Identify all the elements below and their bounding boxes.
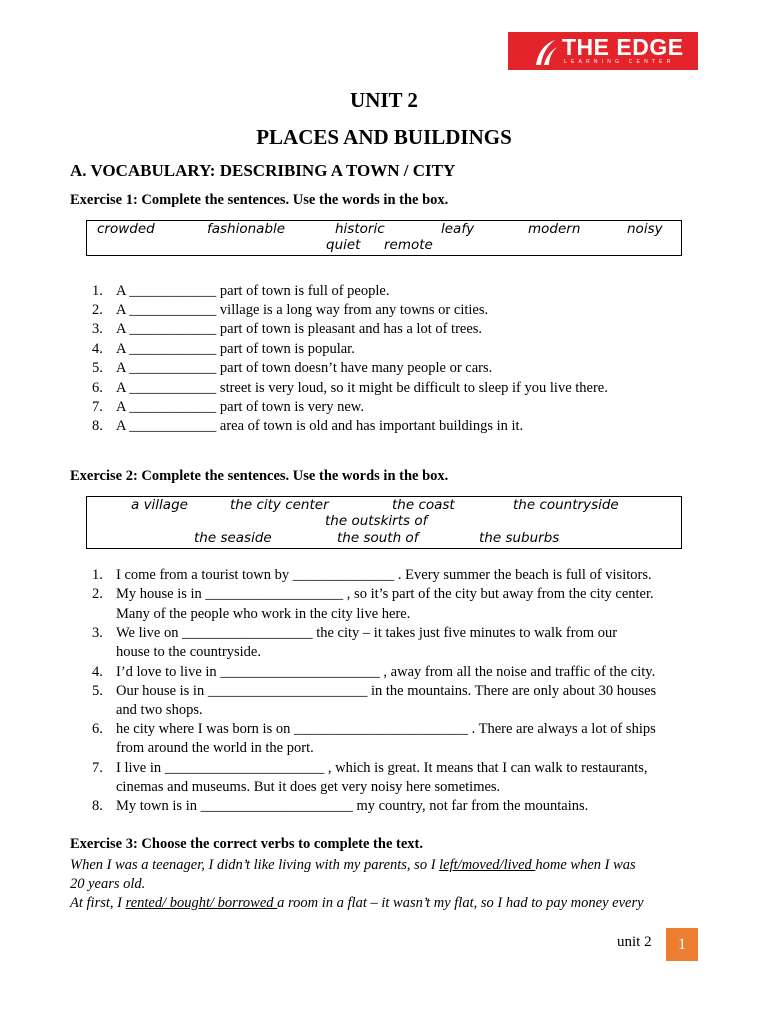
word-box-item: leafy (441, 221, 475, 237)
word-box-item: noisy (627, 221, 663, 237)
word-box-item: historic (335, 221, 385, 237)
word-box-item: modern (528, 221, 581, 237)
unit-title: UNIT 2 (350, 88, 418, 112)
page-number: 1 (666, 928, 698, 961)
topic-title: PLACES AND BUILDINGS (256, 125, 512, 149)
word-box-item: quiet (326, 237, 361, 253)
exercise-2-word-box (86, 496, 682, 549)
exercise-1-word-box (86, 220, 682, 256)
word-box-item: the south of (337, 530, 419, 546)
word-box-item: remote (384, 237, 433, 253)
exercise-3-line-1: When I was a teenager, I didn’t like living with my parents, so I left/moved/lived home when I was (70, 857, 636, 873)
word-box-item: fashionable (207, 221, 286, 237)
word-box-item: crowded (97, 221, 155, 237)
exercise-1-title: Exercise 1: Complete the sentences. Use the words in the box. (70, 192, 449, 208)
section-heading: A. VOCABULARY: DESCRIBING A TOWN / CITY (70, 161, 456, 180)
word-box-item: a village (131, 497, 188, 513)
word-box-item: the suburbs (479, 530, 560, 546)
verb-choice: left/moved/lived (439, 857, 536, 873)
brand-logo (508, 32, 698, 70)
exercise-3-line-3: At first, I rented/ bought/ borrowed a room in a flat – it wasn’t my flat, so I had to pay money every (70, 895, 644, 911)
logo-tagline: LEARNING CENTER (564, 59, 675, 65)
word-box-item: the city center (230, 497, 329, 513)
exercise-3-line-2: 20 years old. (70, 876, 146, 892)
word-box-item: the coast (392, 497, 455, 513)
edge-logo-icon (530, 37, 564, 67)
footer-unit-label: unit 2 (617, 934, 652, 950)
exercise-2-title: Exercise 2: Complete the sentences. Use the words in the box. (70, 468, 449, 484)
word-box-item: the countryside (513, 497, 619, 513)
word-box-item: the outskirts of (325, 513, 428, 529)
verb-choice: rented/ bought/ borrowed (125, 895, 278, 911)
exercise-3-title: Exercise 3: Choose the correct verbs to complete the text. (70, 836, 423, 852)
word-box-item: the seaside (194, 530, 272, 546)
logo-name: THE EDGE (562, 34, 684, 60)
